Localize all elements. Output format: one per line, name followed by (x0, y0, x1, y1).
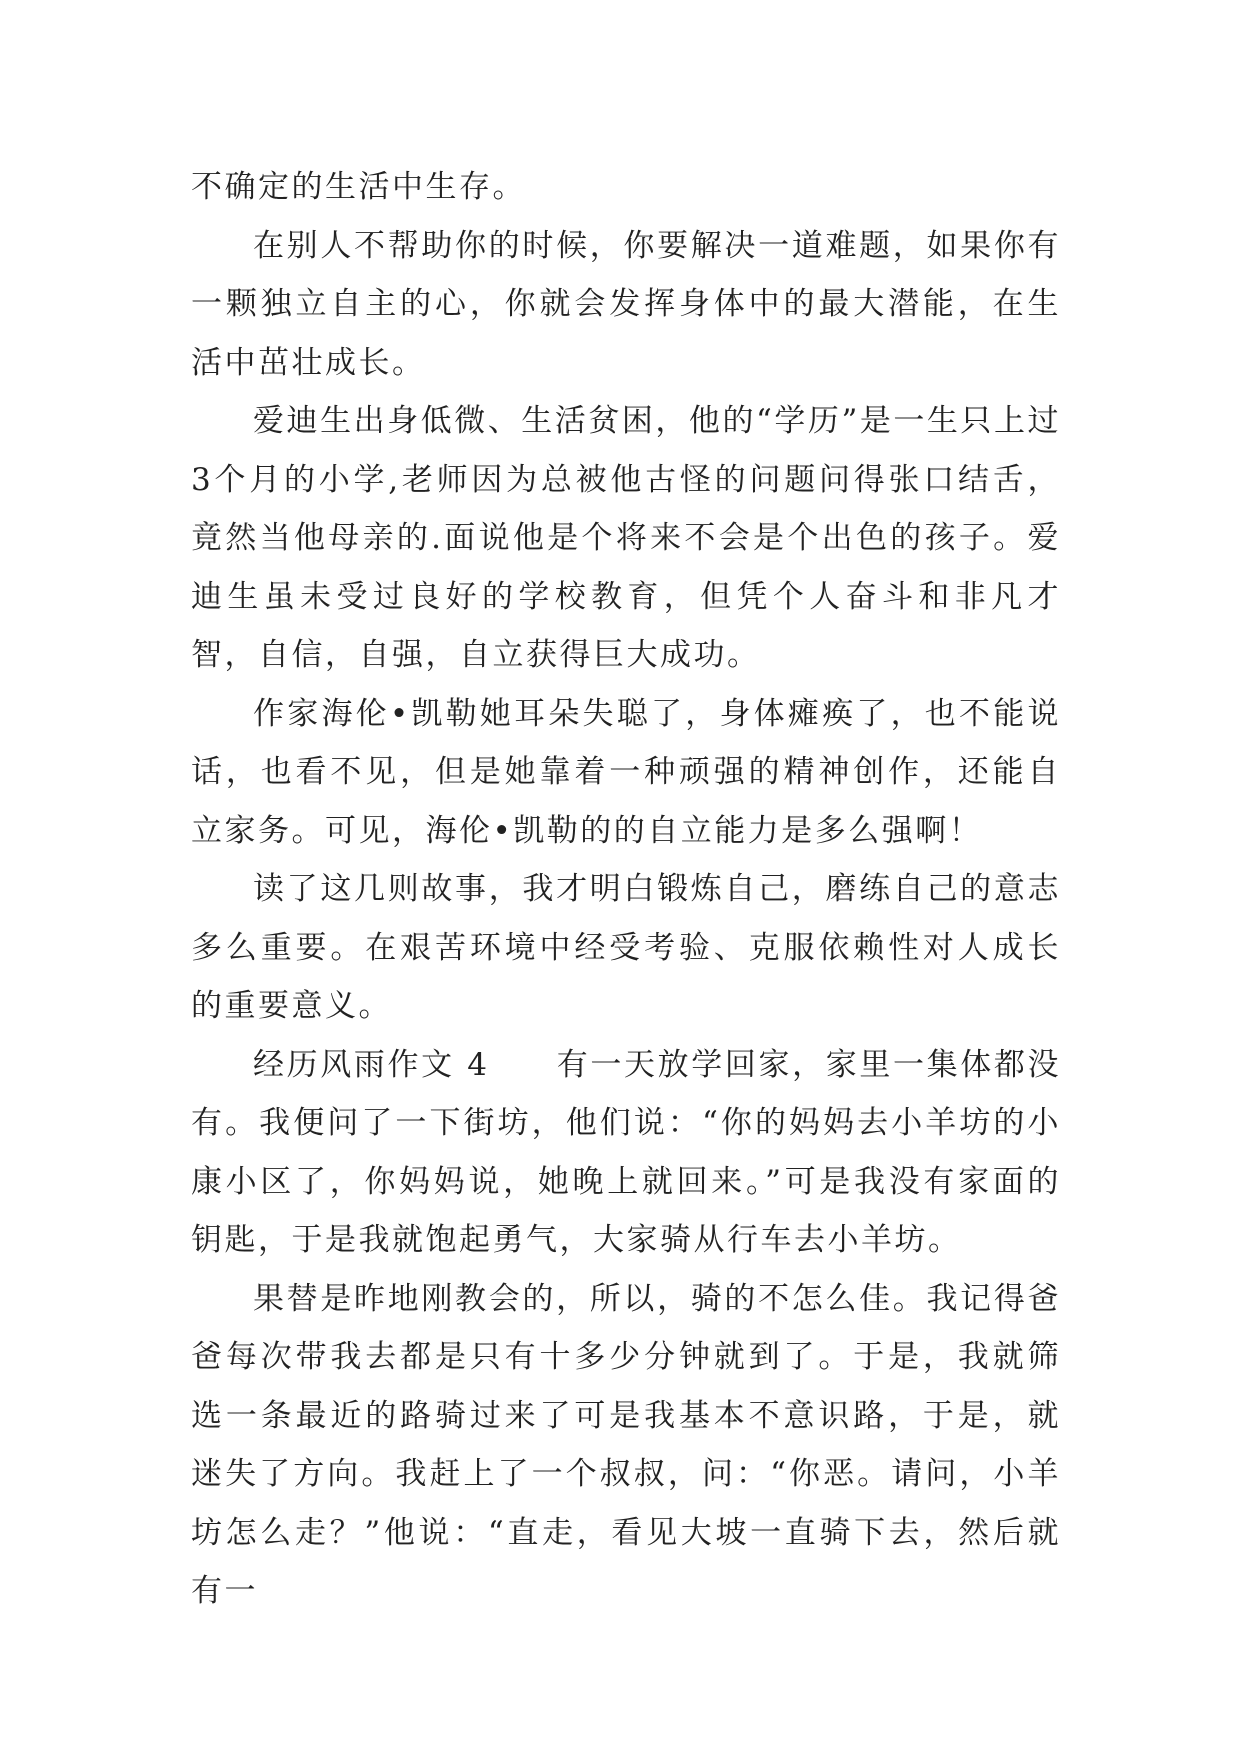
paragraph-helen-keller: 作家海伦•凯勒她耳朵失聪了，身体瘫痪了，也不能说话，也看不见，但是她靠着一种顽强的精神创作，还能自立家务。可见，海伦•凯勒的的自立能力是多么强啊！ (191, 695, 1061, 849)
paragraph-edison: 爱迪生出身低微、生活贫困，他的“学历”是一生只上过3个月的小学,老师因为总被他古怪的问题问得张口结舌，竟然当他母亲的.面说他是个将来不会是个出色的孩子。爱迪生虽未受过良好的学校教育，但凭个人奋斗和非凡才智，自信，自强，自立获得巨大成功。 (191, 403, 1061, 673)
paragraph-reflection: 读了这几则故事，我才明白锻炼自己，磨练自己的意志多么重要。在艰苦环境中经受考验、克服依赖性对人成长的重要意义。 (191, 871, 1061, 1024)
paragraph-independence: 在别人不帮助你的时候，你要解决一道难题，如果你有一颗独立自主的心，你就会发挥身体中的最大潜能，在生活中茁壮成长。 (191, 227, 1061, 381)
body-text (191, 158, 1061, 1621)
paragraph-continuation: 不确定的生活中生存。 (191, 169, 526, 205)
paragraph-bike-ride: 果替是昨地刚教会的，所以，骑的不怎么佳。我记得爸爸每次带我去都是只有十多少分钟就到了。于是，我就筛选一条最近的路骑过来了可是我基本不意识路，于是，就迷失了方向。我赶上了一个叔叔，问：“你恶。请问，小羊坊怎么走？”他说：“直走，看见大坡一直骑下去，然后就有一 (191, 1280, 1061, 1609)
paragraph-essay-4-start: 经历风雨作文 4 有一天放学回家，家里一集体都没有。我便问了一下街坊，他们说：“你的妈妈去小羊坊的小康小区了，你妈妈说，她晚上就回来。”可是我没有家面的钥匙，于是我就饱起勇气，大家骑从行车去小羊坊。 (191, 1046, 1061, 1258)
